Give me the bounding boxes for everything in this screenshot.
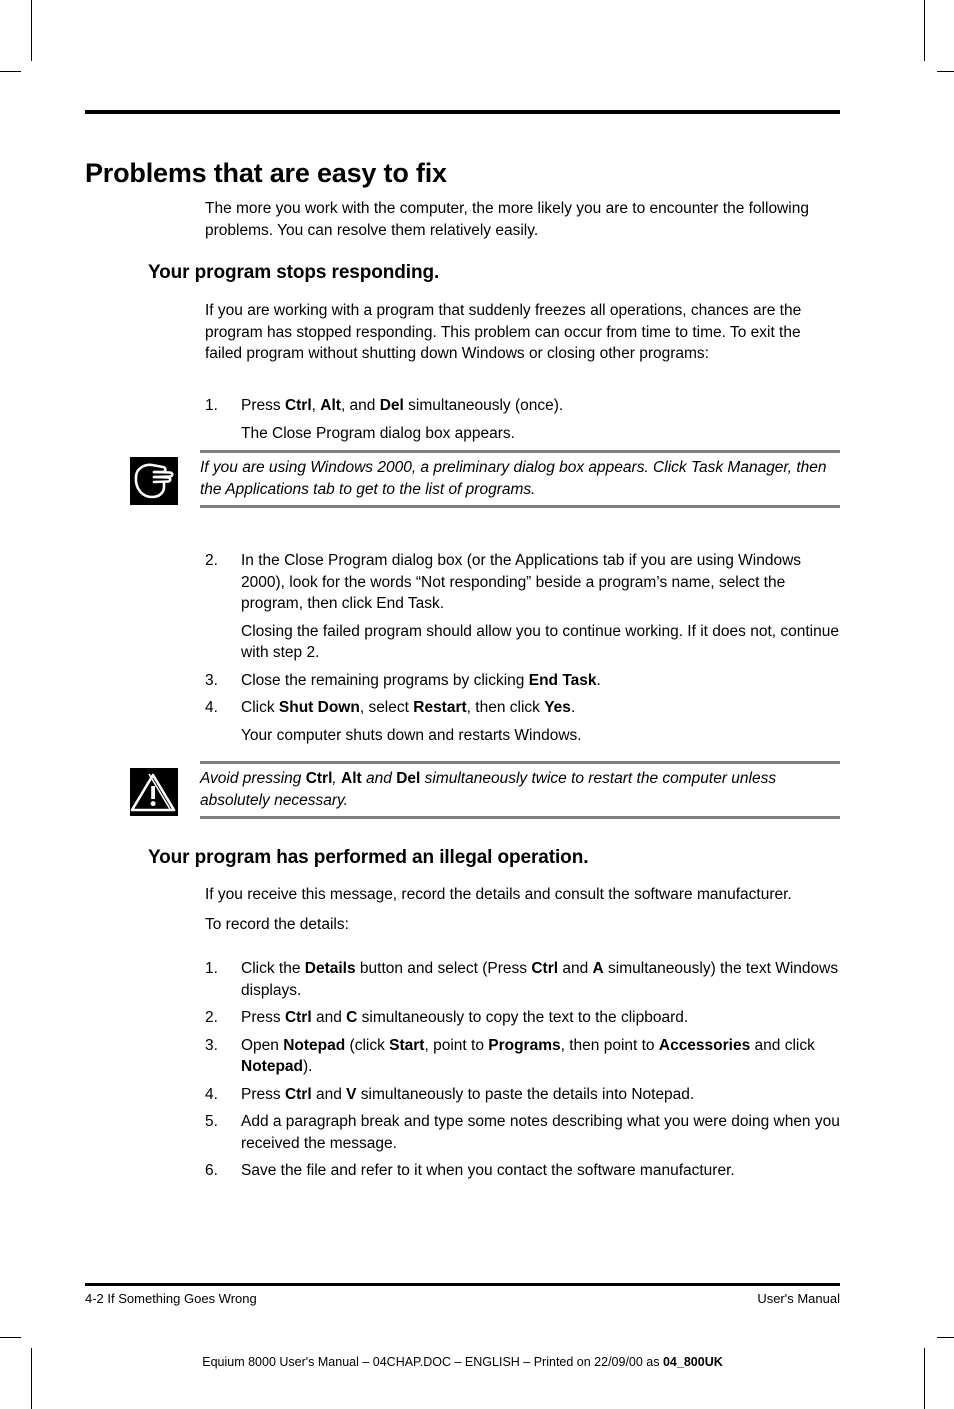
step-number: 1. (205, 960, 218, 977)
step-result-text: Closing the failed program should allow you to continue working. If it does not, continue with step 2. (241, 622, 839, 661)
crop-mark-top-right-vertical (924, 0, 925, 61)
step-item (205, 550, 840, 664)
step-item (205, 1007, 840, 1029)
step-number: 6. (205, 1162, 218, 1179)
step-item (205, 1035, 840, 1078)
emphasis-term: Alt (320, 397, 341, 414)
emphasis-term: V (346, 1085, 357, 1103)
page-content (85, 0, 840, 1409)
intro-paragraph-block (205, 198, 840, 241)
step-item (205, 697, 840, 746)
crop-mark-top-right-horizontal (937, 71, 954, 72)
section-1-steps-block (205, 395, 840, 444)
emphasis-term: Ctrl (284, 1085, 312, 1103)
step-number: 3. (205, 671, 218, 689)
crop-mark-top-left-horizontal (0, 71, 21, 72)
step-text: Click the Details button and select (Press Ctrl and A simultaneously) the text Windows displays. (241, 960, 839, 999)
emphasis-term: Del (396, 770, 421, 787)
emphasis-term: Yes (544, 699, 571, 716)
print-info-bold: 04_800UK (662, 1355, 723, 1369)
step-text: Click Shut Down, select Restart, then click Yes. (241, 699, 576, 716)
footer-right: User's Manual (757, 1291, 840, 1306)
step-result-text: Your computer shuts down and restarts Windows. (241, 726, 582, 744)
step-item (205, 395, 840, 444)
crop-mark-bottom-left-horizontal (0, 1337, 21, 1338)
emphasis-term: Shut Down (278, 699, 360, 716)
section-1-heading: Your program stops responding. (148, 262, 440, 283)
section-1-intro-block (205, 300, 840, 365)
emphasis-term: Notepad (241, 1058, 303, 1075)
step-item (205, 1084, 840, 1106)
step-text: Add a paragraph break and type some notes describing what you were doing when you received the message. (241, 1113, 840, 1152)
crop-mark-bottom-right-vertical (924, 1348, 925, 1409)
print-info-line (85, 1355, 840, 1369)
section-2-heading-block (148, 847, 840, 869)
emphasis-term: Start (389, 1036, 425, 1054)
step-text: Press Ctrl and C simultaneously to copy the text to the clipboard. (241, 1009, 689, 1026)
emphasis-term: Del (379, 397, 404, 414)
page-title: Problems that are easy to fix (85, 158, 447, 189)
step-text: Press Ctrl, Alt, and Del simultaneously (once). (241, 397, 564, 414)
warning-triangle-icon (130, 768, 178, 816)
emphasis-term: Ctrl (531, 960, 559, 977)
emphasis-term: A (592, 960, 604, 977)
emphasis-term: C (346, 1009, 358, 1026)
warning-text: Avoid pressing Ctrl, Alt and Del simultaneously twice to restart the computer unless absolutely necessary. (200, 770, 777, 809)
step-number: 2. (205, 1009, 218, 1026)
emphasis-term: Alt (341, 770, 362, 787)
section-2-intro-block (205, 884, 840, 935)
emphasis-term: Ctrl (305, 770, 333, 787)
step-item (205, 1160, 840, 1182)
step-result-text: The Close Program dialog box appears. (241, 424, 515, 442)
note-text: If you are using Windows 2000, a preliminary dialog box appears. Click Task Manager, then the Applications tab to get to the list of programs. (200, 459, 827, 498)
print-info-plain: Equium 8000 User's Manual – 04CHAP.DOC – ENGLISH – Printed on 22/09/00 as (202, 1355, 663, 1369)
step-item (205, 670, 840, 692)
step-number: 4. (205, 1085, 218, 1103)
section-2-heading: Your program has performed an illegal operation. (148, 847, 589, 868)
section-1-step-list-continued (205, 550, 840, 746)
section-2-intro-1: If you receive this message, record the details and consult the software manufacturer. (205, 886, 792, 903)
section-2-step-list (205, 958, 840, 1182)
header-rule (85, 110, 840, 114)
step-text: In the Close Program dialog box (or the Applications tab if you are using Windows 2000), look for the words “Not responding” beside a program’s name, select the program, then click End Task. (241, 552, 802, 612)
note-callout (130, 450, 840, 508)
emphasis-term: Ctrl (284, 1009, 312, 1026)
intro-paragraph: The more you work with the computer, the more likely you are to encounter the following problems. You can resolve them relatively easily. (205, 200, 809, 239)
emphasis-term: Notepad (283, 1036, 346, 1054)
warning-rule-bottom (200, 816, 840, 819)
step-number: 1. (205, 397, 218, 414)
section-2-intro-2: To record the details: (205, 915, 349, 933)
emphasis-term: Programs (488, 1036, 561, 1054)
note-rule-bottom (200, 505, 840, 508)
section-1-intro: If you are working with a program that suddenly freezes all operations, chances are the program has stopped responding. This problem can occur from time to time. To exit the failed program without shutting down Windows or closing other programs: (205, 302, 802, 362)
step-number: 2. (205, 552, 218, 569)
step-number: 3. (205, 1036, 218, 1054)
section-2-steps-block (205, 958, 840, 1182)
emphasis-term: Accessories (658, 1036, 751, 1054)
section-1-step-list (205, 395, 840, 444)
emphasis-term: Restart (413, 699, 467, 716)
footer-left: 4-2 If Something Goes Wrong (85, 1291, 257, 1306)
step-text: Press Ctrl and V simultaneously to paste the details into Notepad. (241, 1085, 695, 1103)
step-item (205, 1111, 840, 1154)
section-1-heading-block (148, 262, 840, 284)
warning-callout (130, 761, 840, 819)
footer-rule (85, 1283, 840, 1286)
step-item (205, 958, 840, 1001)
crop-mark-top-left-vertical (31, 0, 32, 61)
note-row (130, 453, 840, 505)
section-1-steps-continued-block (205, 550, 840, 746)
emphasis-term: End Task (528, 671, 597, 689)
step-text: Open Notepad (click Start, point to Programs, then point to Accessories and click Notepad). (241, 1036, 815, 1075)
step-text: Close the remaining programs by clicking End Task. (241, 671, 601, 689)
step-number: 5. (205, 1113, 218, 1130)
emphasis-term: Ctrl (284, 397, 312, 414)
crop-mark-bottom-left-vertical (31, 1348, 32, 1409)
warning-row (130, 764, 840, 816)
pointing-hand-icon (130, 457, 178, 505)
step-text: Save the file and refer to it when you contact the software manufacturer. (241, 1162, 735, 1179)
step-number: 4. (205, 699, 218, 716)
emphasis-term: Details (304, 960, 356, 977)
crop-mark-bottom-right-horizontal (937, 1337, 954, 1338)
page-footer (85, 1291, 840, 1306)
